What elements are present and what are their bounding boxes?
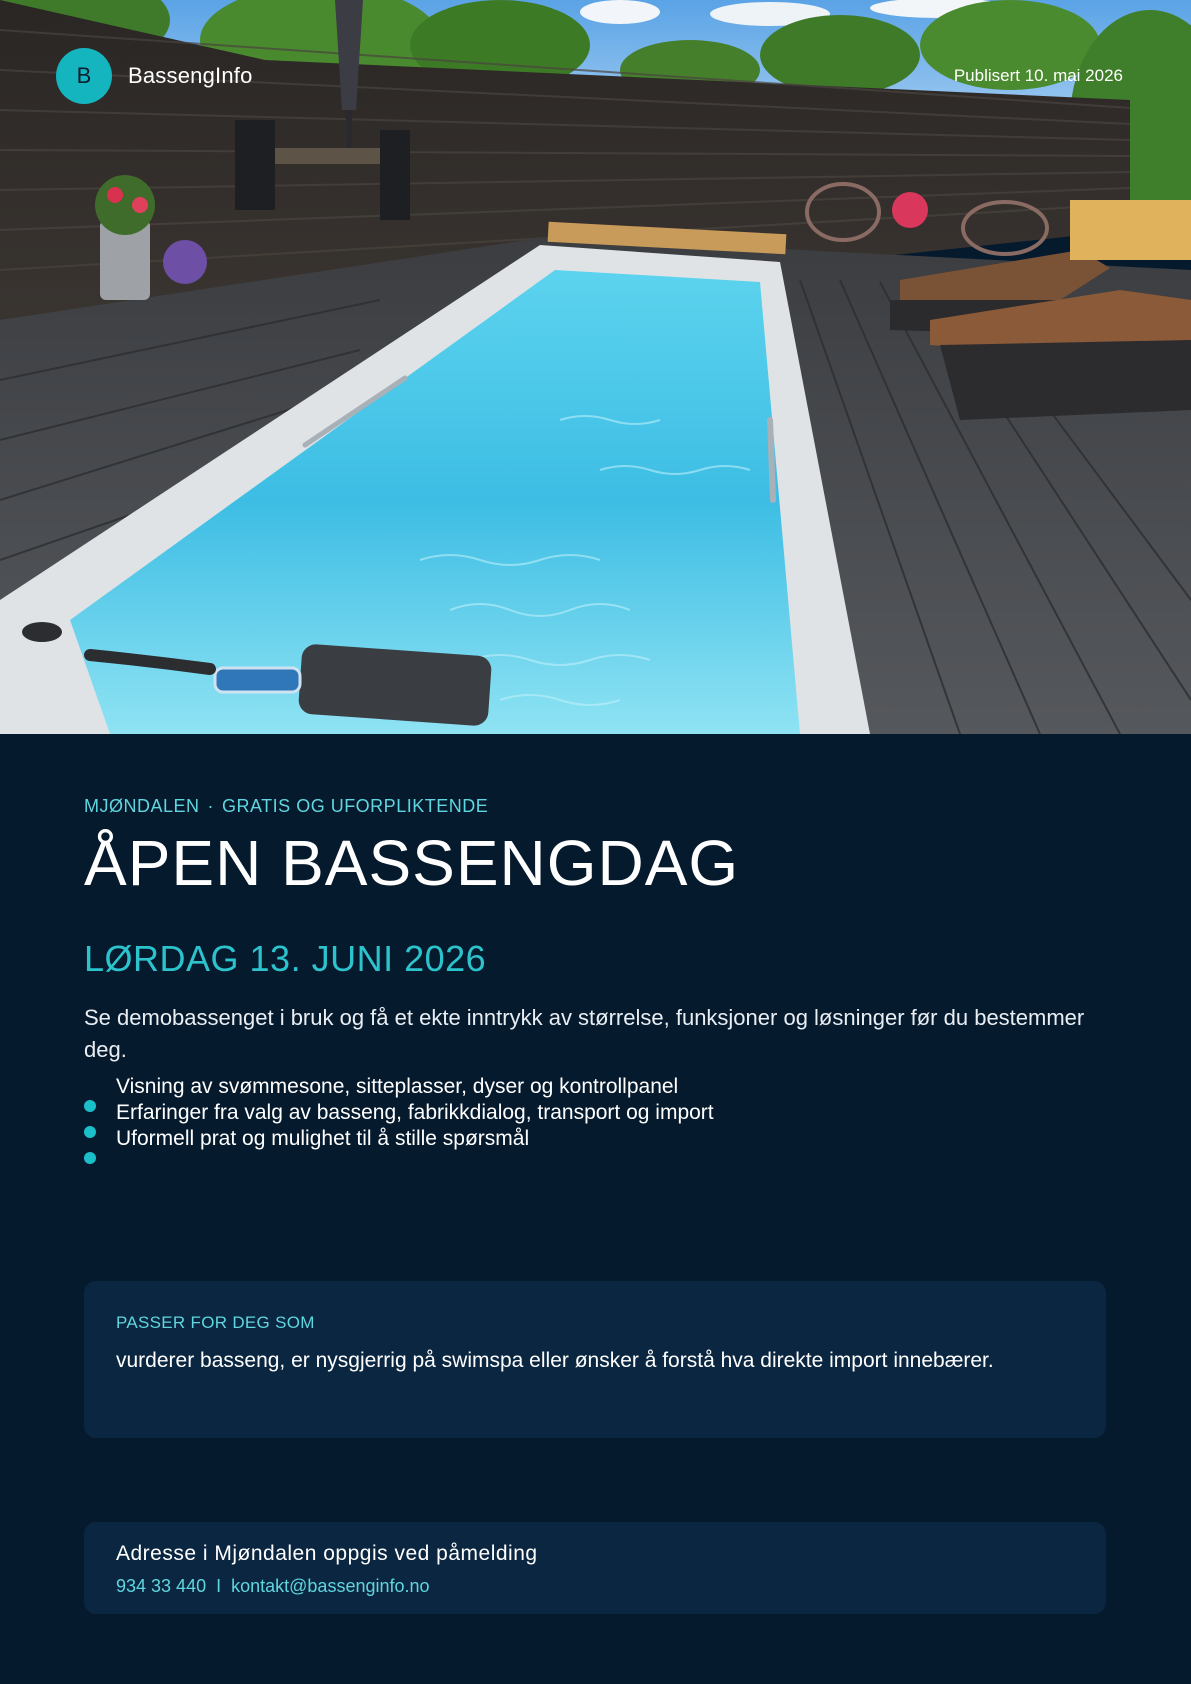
- list-item: Erfaringer fra valg av basseng, fabrikkdialog, transport og import: [116, 1100, 714, 1124]
- email-link[interactable]: kontakt@bassenginfo.no: [231, 1576, 430, 1596]
- bullet-dot-icon: [84, 1100, 96, 1112]
- eyebrow-separator: ·: [207, 796, 215, 816]
- contact-separator: I: [216, 1576, 222, 1596]
- brand[interactable]: [56, 48, 253, 104]
- pool-photo-illustration: [0, 0, 1191, 734]
- audience-card: [84, 1281, 1106, 1438]
- hero-image: [0, 0, 1191, 734]
- bullet-dot-icon: [84, 1152, 96, 1164]
- contact-line: [116, 1576, 430, 1597]
- audience-label: PASSER FOR DEG SOM: [116, 1313, 315, 1332]
- event-tag: GRATIS OG UFORPLIKTENDE: [222, 796, 489, 816]
- audience-text: vurderer basseng, er nysgjerrig på swimspa eller ønsker å forstå hva direkte import innebærer.: [116, 1349, 994, 1372]
- list-item: Visning av svømmesone, sitteplasser, dyser og kontrollpanel: [116, 1074, 679, 1098]
- event-eyebrow: [84, 796, 1106, 817]
- event-content: [84, 796, 1106, 1164]
- event-location: MJØNDALEN: [84, 796, 200, 816]
- publish-date: Publisert 10. mai 2026: [953, 66, 1123, 85]
- brand-name: BassengInfo: [128, 63, 253, 88]
- contact-address: Adresse i Mjøndalen oppgis ved påmelding: [116, 1542, 538, 1565]
- list-item: Uformell prat og mulighet til å stille spørsmål: [116, 1126, 530, 1150]
- event-title: ÅPEN BASSENGDAG: [84, 827, 740, 899]
- contact-card: [84, 1522, 1106, 1614]
- event-intro: Se demobassenget i bruk og få et ekte inntrykk av størrelse, funksjoner og løsninger før du bestemmer deg.: [84, 1004, 1085, 1062]
- logo-icon: B: [56, 48, 112, 104]
- bullet-list: [84, 1074, 1106, 1164]
- phone-link[interactable]: 934 33 440: [116, 1576, 207, 1596]
- bullet-dot-icon: [84, 1126, 96, 1138]
- event-date: LØRDAG 13. JUNI 2026: [84, 937, 487, 979]
- bullet-texts: [116, 1074, 714, 1152]
